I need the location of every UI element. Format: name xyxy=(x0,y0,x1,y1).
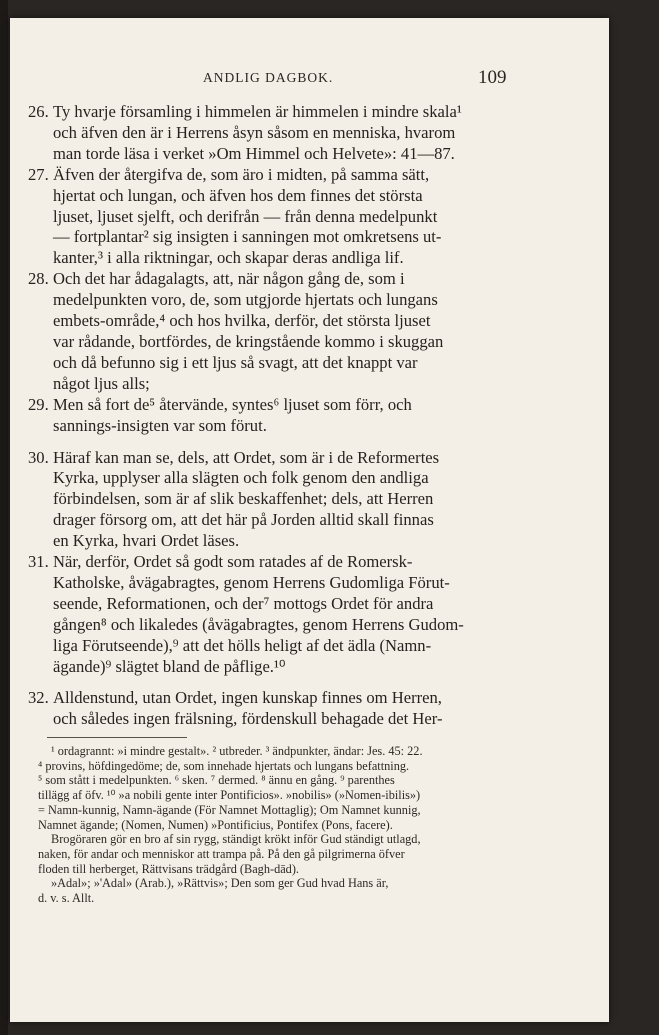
paragraph-number: 27. xyxy=(28,164,49,184)
footnote-line: »Adal»; »'Adal» (Arab.), »Rättvis»; Den som ger Gud hvad Hans är, xyxy=(51,876,389,891)
footnotes xyxy=(38,744,516,906)
text-line: kanter,³ i alla riktningar, och skapar deras andliga lif. xyxy=(53,248,404,268)
footnote-divider xyxy=(47,737,187,738)
text-line: Häraf kan man se, dels, att Ordet, som är i de Reformertes xyxy=(53,447,440,467)
paragraph-27 xyxy=(28,165,514,270)
footnote-line: d. v. s. Allt. xyxy=(38,891,95,906)
text-line: och då befunno sig i ett ljus så svagt, att det knappt var xyxy=(53,352,418,372)
text-line: embets-område,⁴ och hos hvilka, derför, det största ljuset xyxy=(53,311,431,331)
text-line: gången⁸ och likaledes (åvägabragtes, genom Herrens Gudom- xyxy=(53,614,464,634)
text-line: något ljus alls; xyxy=(53,373,150,393)
text-line: liga Förutseende),⁹ att det hölls heligt af det ädla (Namn- xyxy=(53,635,432,655)
text-line: Och det har ådagalagts, att, när någon gång de, som i xyxy=(53,269,405,289)
footnote-line: tillägg af öfv. ¹⁰ »a nobili gente inter Pontificios». »nobilis» (»Nomen-ibilis») xyxy=(38,788,421,803)
page-number: 109 xyxy=(478,67,507,88)
body-text xyxy=(28,102,514,730)
footnote-line: = Namn-kunnig, Namn-ägande (För Namnet Mottaglig); Om Namnet kunnig, xyxy=(38,802,421,817)
text-line: Ty hvarje församling i himmelen är himmelen i mindre skala¹ xyxy=(53,102,462,121)
book-spine-edge xyxy=(0,0,8,1035)
text-line: ljuset, ljuset sjelft, och derifrån — från denna medelpunkt xyxy=(53,206,438,226)
text-line: och äfven den är i Herrens åsyn såsom en menniska, hvarom xyxy=(53,122,456,142)
paragraph-number: 32. xyxy=(28,688,49,708)
text-line: förbindelsen, som är af slik beskaffenhet; dels, att Herren xyxy=(53,489,434,509)
text-line: var rådande, bortfördes, de kringstående kommo i skuggan xyxy=(53,331,444,351)
footnote-line: Brogöraren gör en bro af sin rygg, ständigt krökt inför Gud ständigt utlagd, xyxy=(51,832,421,847)
text-line: Äfven der återgifva de, som äro i midten, på samma sätt, xyxy=(53,164,430,184)
paragraph-30 xyxy=(28,448,514,553)
text-line: Alldenstund, utan Ordet, ingen kunskap finnes om Herren, xyxy=(53,688,442,708)
paragraph-number: 30. xyxy=(28,447,49,467)
paragraph-26 xyxy=(28,102,514,165)
footnote-line: floden till herberget, Rättvisans trädgård (Bagh-dād). xyxy=(38,861,300,876)
text-line: seende, Reformationen, och der⁷ mottogs Ordet för andra xyxy=(53,593,434,613)
paragraph-number: 29. xyxy=(28,394,49,414)
text-line: och således ingen frälsning, fördenskull behagade det Her- xyxy=(53,709,443,729)
paragraph-number: 31. xyxy=(28,552,49,572)
text-line: hjertat och lungan, och äfven hos dem finnes det största xyxy=(53,185,423,205)
book-page xyxy=(10,18,609,1022)
paragraph-32 xyxy=(28,688,514,730)
text-line: Kyrka, upplyser alla slägten och folk genom den andliga xyxy=(53,468,429,488)
text-line: När, derför, Ordet så godt som ratades af de Romersk- xyxy=(53,552,413,572)
text-line: Men så fort de⁵ återvände, syntes⁶ ljuset som förr, och xyxy=(53,394,412,414)
text-line: drager försorg om, att det här på Jorden alltid skall finnas xyxy=(53,510,434,530)
footnote-line: naken, för andar och menniskor att trampa på. På den gå pilgrimerna öfver xyxy=(38,846,405,861)
text-line: ägande)⁹ slägtet bland de påflige.¹⁰ xyxy=(53,656,286,676)
header-title: ANDLIG DAGBOK. xyxy=(203,70,334,85)
paragraph-number: 28. xyxy=(28,269,49,289)
text-line: man torde läsa i verket »Om Himmel och Helvete»: 41—87. xyxy=(53,143,455,163)
text-line: — fortplantar² sig insigten i sanningen mot omkretsens ut- xyxy=(53,227,442,247)
footnote-line: ⁵ som stått i medelpunkten. ⁶ sken. ⁷ dermed. ⁸ ännu en gång. ⁹ parenthes xyxy=(38,773,395,788)
text-line: en Kyrka, hvari Ordet läses. xyxy=(53,531,240,551)
text-line: Katholske, åvägabragtes, genom Herrens Gudomliga Förut- xyxy=(53,572,450,592)
paragraph-29 xyxy=(28,395,514,437)
paragraph-28 xyxy=(28,269,514,394)
paragraph-31 xyxy=(28,552,514,677)
footnote-line: ⁴ provins, höfdingedöme; de, som innehade hjertats och lungans befattning. xyxy=(38,758,410,773)
paragraph-number: 26. xyxy=(28,102,49,121)
text-line: medelpunkten voro, de, som utgjorde hjertats och lungans xyxy=(53,290,438,310)
footnote-line: Namnet ägande; (Nomen, Numen) »Pontificius, Pontifex (Pons, facere). xyxy=(38,817,393,832)
text-line: sannings-insigten var som förut. xyxy=(53,415,267,435)
footnote-line: ¹ ordagrannt: »i mindre gestalt». ² utbreder. ³ ändpunkter, ändar: Jes. 45: 22. xyxy=(51,744,423,758)
running-header xyxy=(10,67,609,94)
